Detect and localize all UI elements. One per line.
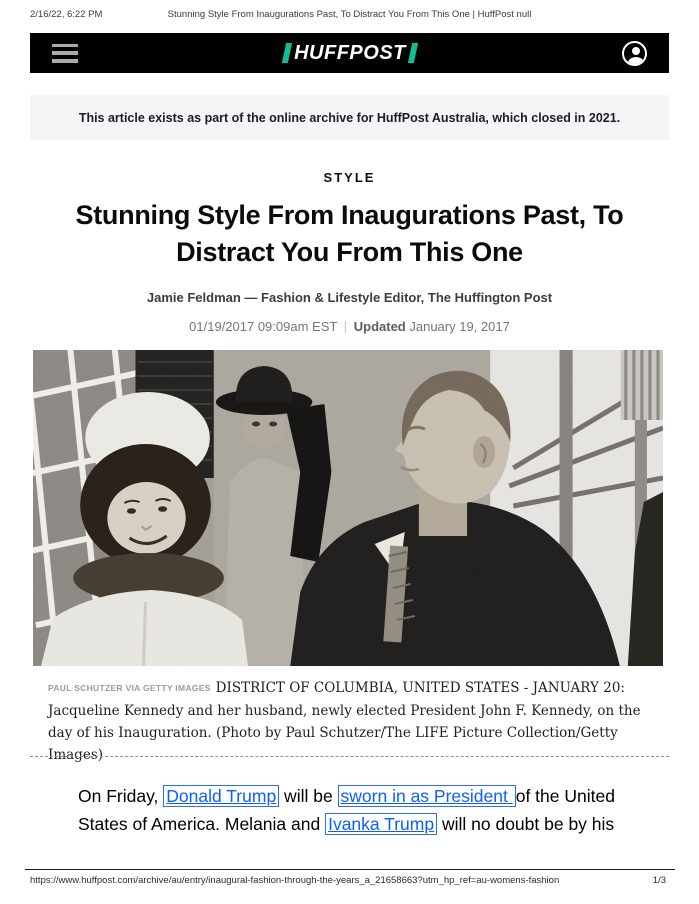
dashed-divider (30, 756, 669, 757)
print-title: Stunning Style From Inaugurations Past, To Distract You From This One | HuffPost null (167, 9, 532, 20)
link-donald-trump[interactable]: Donald Trump (163, 785, 279, 807)
published-date: 01/19/2017 09:09am EST (189, 319, 338, 334)
logo-accent-right (408, 43, 418, 63)
archive-notice-text: This article exists as part of the online archive for HuffPost Australia, which closed in 2021. (78, 110, 621, 125)
text-segment: will no doubt be by his (437, 814, 615, 834)
footer-page-number: 1/3 (652, 875, 666, 886)
section-label[interactable]: STYLE (323, 170, 376, 185)
article-dateline (0, 319, 699, 334)
logo-accent-left (282, 43, 292, 63)
headline-line-2: Distract You From This One (176, 237, 523, 267)
article-headline (40, 197, 659, 271)
text-segment: will be (279, 786, 338, 806)
archive-notice (30, 95, 669, 140)
updated-date: January 19, 2017 (409, 319, 510, 334)
print-header (0, 9, 699, 23)
text-segment: On Friday, (78, 786, 164, 806)
hamburger-icon (52, 44, 78, 48)
masthead (30, 33, 669, 73)
logo-text: HUFFPOST (294, 41, 406, 64)
caption-text: DISTRICT OF COLUMBIA, UNITED STATES - JANUARY 20: Jacqueline Kennedy and her husband, newly elected President John F. Kennedy, on the day of his Inauguration. (Photo by Paul Schutzer/The LIFE Picture Collection/Getty Images) (48, 680, 641, 763)
user-icon (628, 57, 644, 66)
pipe-separator: | (343, 319, 348, 334)
print-datetime: 2/16/22, 6:22 PM (30, 9, 103, 20)
text-segment: of the United States of America. Melania and (78, 786, 615, 834)
account-button[interactable] (622, 41, 647, 66)
headline-line-1: Stunning Style From Inaugurations Past, To (75, 200, 624, 230)
huffpost-logo[interactable] (284, 42, 416, 65)
updated-label: Updated (353, 319, 406, 334)
hamburger-icon (52, 59, 78, 63)
footer-url: https://www.huffpost.com/archive/au/entry/inaugural-fashion-through-the-years_a_21658663?utm_hp_ref=au-womens-fashion (30, 875, 560, 886)
photo-caption (48, 677, 658, 766)
link-sworn-in-as-president[interactable]: sworn in as President (338, 785, 516, 807)
user-icon (632, 47, 640, 55)
menu-button[interactable] (52, 44, 78, 63)
footer-rule (25, 869, 675, 870)
article-paragraph (78, 782, 626, 838)
photo-illustration (33, 350, 663, 666)
hamburger-icon (52, 51, 78, 55)
photo-credit[interactable]: PAUL SCHUTZER VIA GETTY IMAGES (48, 683, 211, 693)
link-ivanka-trump[interactable]: Ivanka Trump (325, 813, 437, 835)
article-photo (33, 350, 663, 666)
article-byline[interactable]: Jamie Feldman — Fashion & Lifestyle Editor, The Huffington Post (146, 290, 553, 305)
